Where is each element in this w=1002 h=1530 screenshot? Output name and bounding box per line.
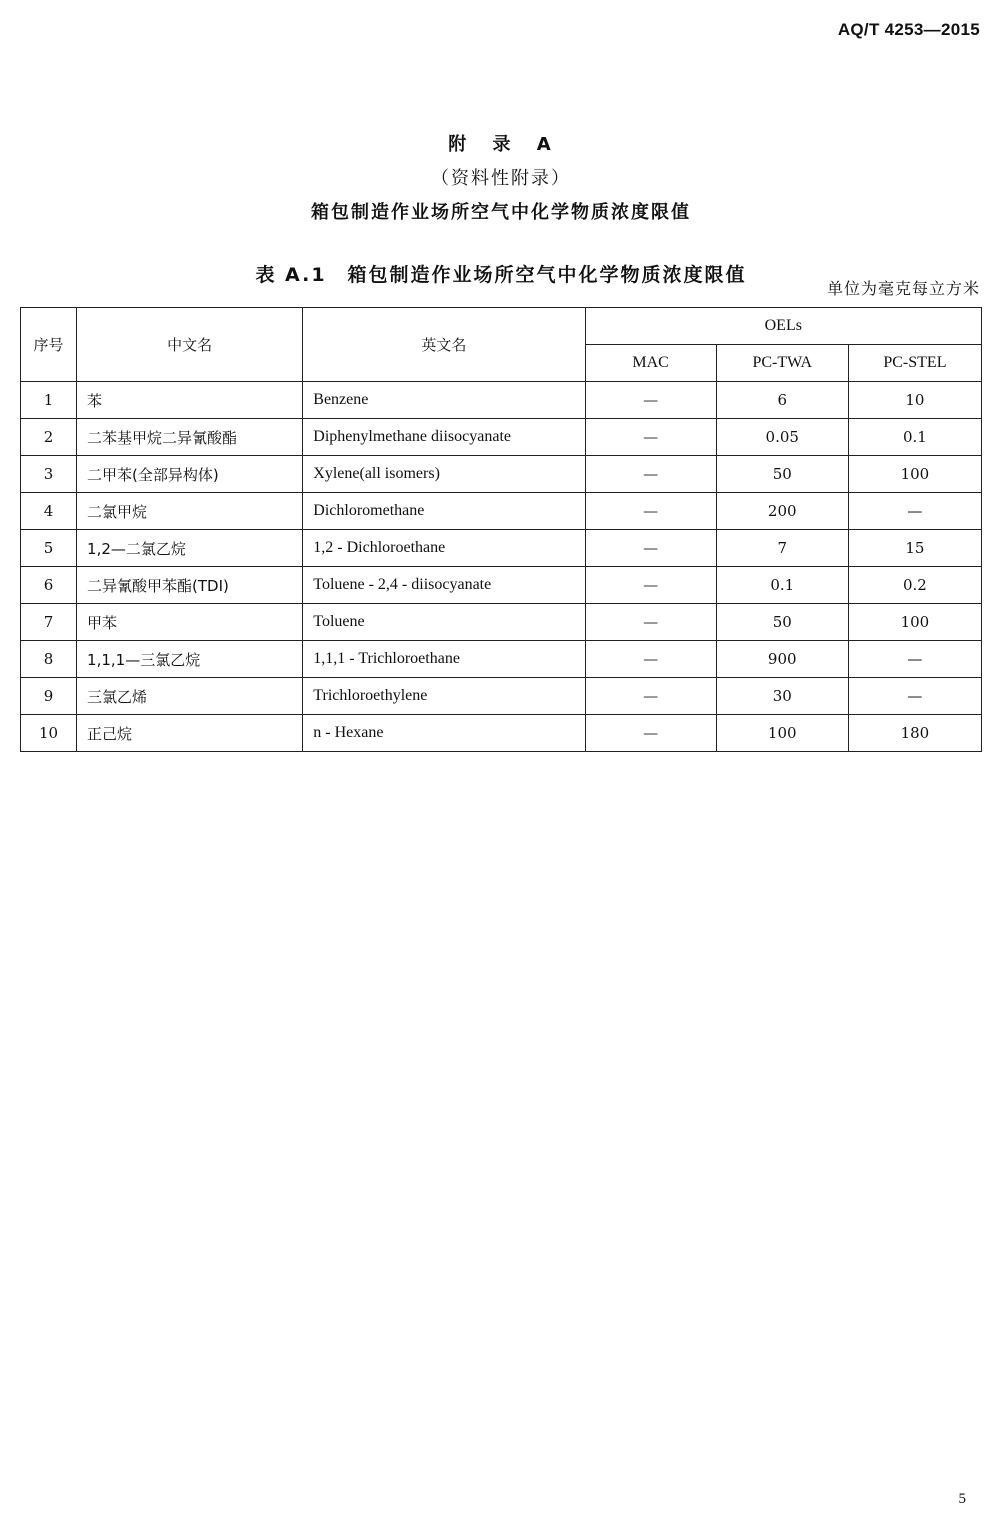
cell-pc-stel: 15 (848, 530, 981, 567)
cell-pc-twa: 7 (716, 530, 848, 567)
cell-en-name: Xylene(all isomers) (303, 456, 585, 493)
table-row (21, 604, 982, 641)
header-oels: OELs (585, 308, 981, 345)
cell-mac: — (585, 715, 716, 752)
cell-pc-stel: — (848, 493, 981, 530)
cell-mac: — (585, 493, 716, 530)
table-row (21, 419, 982, 456)
cell-mac: — (585, 456, 716, 493)
appendix-type: （资料性附录） (431, 168, 571, 189)
cell-pc-twa: 30 (716, 678, 848, 715)
table-caption: 表 A.1 箱包制造作业场所空气中化学物质浓度限值 (255, 264, 747, 286)
table-row (21, 382, 982, 419)
cell-en-name: n - Hexane (303, 715, 585, 752)
cell-cn-name: 二氯甲烷 (77, 493, 303, 530)
cell-cn-name: 苯 (77, 382, 303, 419)
cell-en-name: Toluene (303, 604, 585, 641)
cell-mac: — (585, 641, 716, 678)
cell-pc-stel: 0.1 (848, 419, 981, 456)
oel-table (20, 307, 982, 752)
cell-pc-twa: 900 (716, 641, 848, 678)
appendix-title: 附 录 A (448, 134, 554, 155)
cell-seq: 1 (21, 382, 77, 419)
cell-mac: — (585, 382, 716, 419)
cell-pc-stel: 100 (848, 456, 981, 493)
cell-pc-stel: — (848, 641, 981, 678)
table-row (21, 567, 982, 604)
cell-seq: 9 (21, 678, 77, 715)
cell-mac: — (585, 530, 716, 567)
cell-cn-name: 甲苯 (77, 604, 303, 641)
cell-pc-twa: 200 (716, 493, 848, 530)
page-number: 5 (958, 1491, 966, 1507)
cell-cn-name: 1,1,1—三氯乙烷 (77, 641, 303, 678)
standard-code: AQ/T 4253—2015 (837, 20, 980, 39)
cell-mac: — (585, 419, 716, 456)
header-cn-name: 中文名 (77, 308, 303, 382)
cell-mac: — (585, 567, 716, 604)
cell-cn-name: 二异氰酸甲苯酯(TDI) (77, 567, 303, 604)
table-row (21, 678, 982, 715)
cell-pc-stel: 10 (848, 382, 981, 419)
header-pc-stel: PC-STEL (848, 345, 981, 382)
cell-cn-name: 正己烷 (77, 715, 303, 752)
cell-seq: 6 (21, 567, 77, 604)
cell-en-name: 1,1,1 - Trichloroethane (303, 641, 585, 678)
appendix-name: 箱包制造作业场所空气中化学物质浓度限值 (311, 202, 691, 223)
cell-cn-name: 二苯基甲烷二异氰酸酯 (77, 419, 303, 456)
cell-seq: 4 (21, 493, 77, 530)
cell-seq: 3 (21, 456, 77, 493)
cell-seq: 5 (21, 530, 77, 567)
cell-en-name: Benzene (303, 382, 585, 419)
cell-pc-twa: 0.1 (716, 567, 848, 604)
cell-pc-twa: 0.05 (716, 419, 848, 456)
cell-en-name: Toluene - 2,4 - diisocyanate (303, 567, 585, 604)
cell-seq: 7 (21, 604, 77, 641)
cell-pc-stel: 100 (848, 604, 981, 641)
cell-cn-name: 1,2—二氯乙烷 (77, 530, 303, 567)
cell-pc-twa: 50 (716, 604, 848, 641)
appendix-heading (0, 128, 1002, 230)
cell-en-name: Trichloroethylene (303, 678, 585, 715)
cell-pc-twa: 100 (716, 715, 848, 752)
cell-pc-twa: 50 (716, 456, 848, 493)
header-pc-twa: PC-TWA (716, 345, 848, 382)
table-row (21, 493, 982, 530)
cell-pc-stel: — (848, 678, 981, 715)
cell-seq: 10 (21, 715, 77, 752)
cell-pc-twa: 6 (716, 382, 848, 419)
cell-seq: 8 (21, 641, 77, 678)
cell-pc-stel: 0.2 (848, 567, 981, 604)
cell-en-name: Dichloromethane (303, 493, 585, 530)
cell-en-name: Diphenylmethane diisocyanate (303, 419, 585, 456)
table-row (21, 641, 982, 678)
table-row (21, 456, 982, 493)
table-row (21, 715, 982, 752)
table-header-row (21, 308, 982, 345)
header-seq: 序号 (21, 308, 77, 382)
cell-mac: — (585, 678, 716, 715)
unit-note: 单位为毫克每立方米 (826, 279, 980, 298)
cell-en-name: 1,2 - Dichloroethane (303, 530, 585, 567)
cell-mac: — (585, 604, 716, 641)
cell-pc-stel: 180 (848, 715, 981, 752)
cell-seq: 2 (21, 419, 77, 456)
table-row (21, 530, 982, 567)
header-en-name: 英文名 (303, 308, 585, 382)
header-mac: MAC (585, 345, 716, 382)
cell-cn-name: 二甲苯(全部异构体) (77, 456, 303, 493)
cell-cn-name: 三氯乙烯 (77, 678, 303, 715)
